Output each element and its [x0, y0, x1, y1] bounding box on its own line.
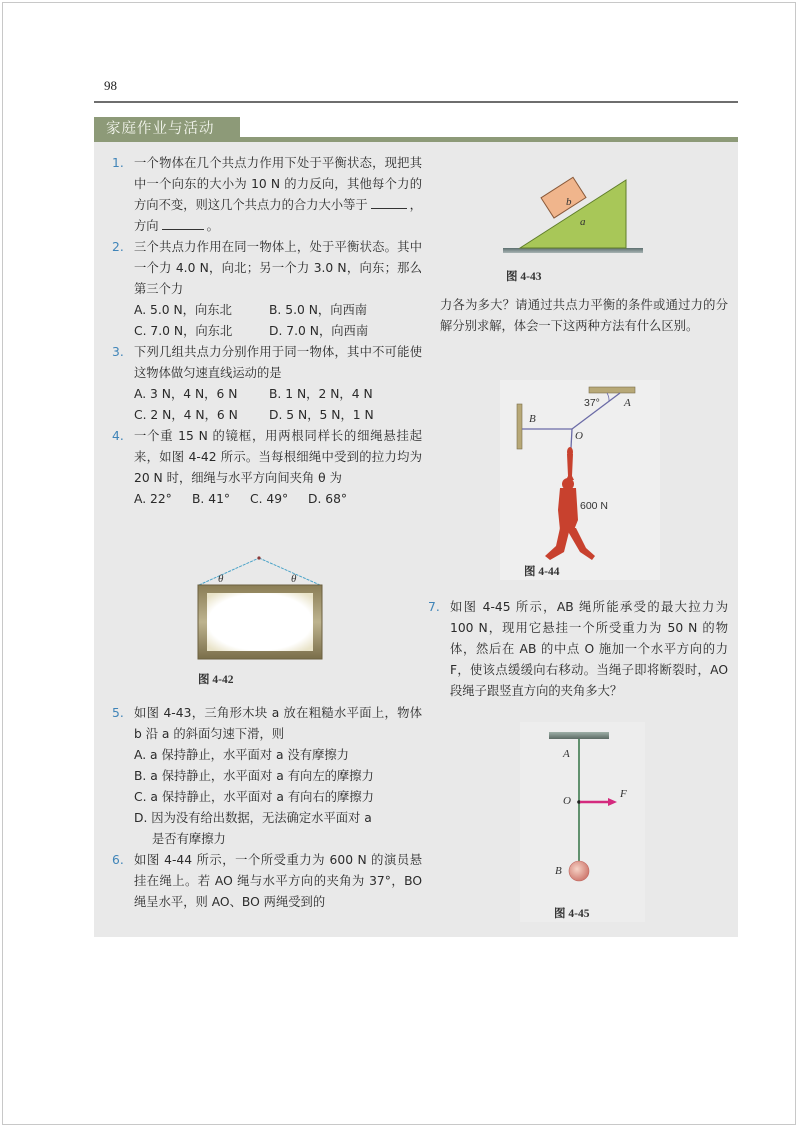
right-column	[428, 295, 728, 337]
question-number: 1.	[112, 156, 124, 170]
question-number: 2.	[112, 240, 124, 254]
option-c: C. 2 N，4 N，6 N	[134, 408, 238, 422]
figure-4-43	[500, 160, 650, 290]
question-text-part: 。	[206, 219, 219, 233]
right-column-lower	[428, 597, 728, 702]
question-text: 如图 4-44 所示，一个所受重力为 600 N 的演员悬挂在绳上。若 AO 绳与水平方向的夹角为 37°，BO 绳呈水平，则 AO、BO 两绳受到的	[134, 853, 422, 909]
question-text	[134, 153, 422, 237]
options	[134, 300, 422, 342]
weight-label: 600 N	[580, 500, 609, 512]
question-text: 三个共点力作用在同一物体上，处于平衡状态。其中一个力 4.0 N，向北；另一个力 3.0 N，向东；那么第三个力	[134, 240, 422, 296]
option-a: A. a 保持静止，水平面对 a 没有摩擦力	[134, 748, 349, 762]
question-number: 5.	[112, 706, 124, 720]
angle-label: 37°	[584, 397, 600, 409]
point-label-a: A	[563, 748, 570, 760]
option-a: A. 22°	[134, 492, 172, 506]
left-column-lower	[112, 703, 422, 913]
options	[134, 489, 422, 510]
figure-caption: 图 4-42	[198, 674, 234, 686]
options	[134, 384, 422, 426]
option-d: D. 5 N，5 N，1 N	[269, 408, 374, 422]
question-text: 力各为多大？请通过共点力平衡的条件或通过力的分解分别求解，体会一下这两种方法有什么区别。	[440, 298, 728, 333]
option-d-continued: 是否有摩擦力	[152, 832, 226, 846]
option-b: B. 1 N，2 N，4 N	[269, 387, 373, 401]
figure-caption: 图 4-43	[506, 271, 542, 283]
option-d: D. 68°	[308, 492, 348, 506]
question-6	[112, 850, 422, 913]
question-4	[112, 426, 422, 510]
point-label-a: A	[624, 397, 631, 409]
option-c: C. 7.0 N，向东北	[134, 324, 233, 338]
point-label-o: O	[563, 795, 571, 807]
question-5	[112, 703, 422, 850]
question-1	[112, 153, 422, 237]
question-number: 7.	[428, 600, 440, 614]
block-label-b: b	[566, 196, 572, 208]
figure-4-45	[520, 722, 645, 922]
question-7	[428, 597, 728, 702]
question-text: 如图 4-45 所示，AB 绳所能承受的最大拉力为 100 N，现用它悬挂一个所受重力为 50 N 的物体，然后在 AB 的中点 O 施加一个水平方向的力 F，使该点缓缓向右移动。当绳子即将断裂时，AO 段绳子跟竖直方向的夹角多大？	[450, 600, 728, 698]
point-label-b: B	[555, 865, 562, 877]
option-c: C. a 保持静止，水平面对 a 有向右的摩擦力	[134, 790, 374, 804]
figure-4-42	[180, 545, 340, 695]
question-number: 6.	[112, 853, 124, 867]
question-3	[112, 342, 422, 426]
header-rule	[94, 101, 738, 103]
performer-hanging-diagram	[500, 380, 660, 580]
left-column	[112, 153, 422, 510]
answer-blank	[371, 196, 407, 209]
option-c: C. 49°	[250, 492, 289, 506]
rope-ball-diagram	[520, 722, 645, 922]
answer-blank	[162, 217, 204, 230]
theta-label-left: θ	[218, 573, 224, 585]
question-text-part: ，方向	[134, 198, 422, 233]
point-label-o: O	[575, 430, 583, 442]
figure-4-44	[500, 380, 660, 580]
options	[134, 745, 422, 850]
question-number: 3.	[112, 345, 124, 359]
point-label-b: B	[529, 413, 536, 425]
option-d: D. 因为没有给出数据，无法确定水平面对 a	[134, 811, 372, 825]
question-text: 如图 4-43，三角形木块 a 放在粗糙水平面上，物体 b 沿 a 的斜面匀速下滑，则	[134, 706, 422, 741]
question-number: 4.	[112, 429, 124, 443]
question-2	[112, 237, 422, 342]
theta-label-right: θ	[291, 573, 297, 585]
force-label-f: F	[620, 788, 627, 800]
figure-caption: 图 4-44	[524, 566, 560, 578]
question-text: 一个重 15 N 的镜框，用两根同样长的细绳悬挂起来，如图 4-42 所示。当每根细绳中受到的拉力均为 20 N 时，细绳与水平方向间夹角 θ 为	[134, 429, 422, 485]
option-d: D. 7.0 N，向西南	[269, 324, 369, 338]
wedge-label-a: a	[580, 216, 586, 228]
option-b: B. 5.0 N，向西南	[269, 303, 368, 317]
option-b: B. a 保持静止，水平面对 a 有向左的摩擦力	[134, 769, 374, 783]
option-a: A. 3 N，4 N，6 N	[134, 387, 238, 401]
option-b: B. 41°	[192, 492, 231, 506]
question-text: 下列几组共点力分别作用于同一物体，其中不可能使这物体做匀速直线运动的是	[134, 345, 422, 380]
figure-caption: 图 4-45	[554, 908, 590, 920]
page-number: 98	[104, 78, 117, 93]
section-title: 家庭作业与活动	[94, 117, 240, 141]
question-6-continuation	[428, 295, 728, 337]
option-a: A. 5.0 N，向东北	[134, 303, 232, 317]
question-text-part: 一个物体在几个共点力作用下处于平衡状态，现把其中一个向东的大小为 10 N 的力反向，其他每个力的方向不变，则这几个共点力的合力大小等于	[134, 156, 422, 212]
